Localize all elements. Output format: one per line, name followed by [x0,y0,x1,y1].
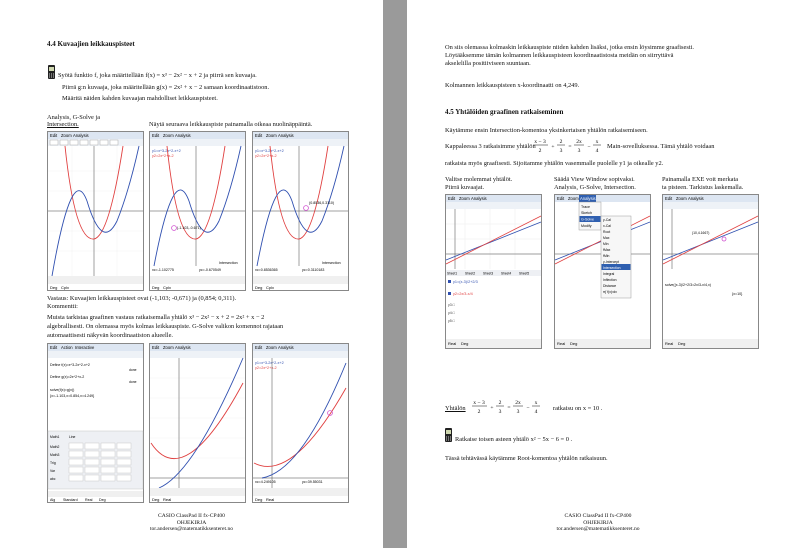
caption: Näytä seuraava leikkauspiste painamalla oikeaa nuolinäppäintä. [149,121,313,128]
svg-text:4: 4 [595,148,599,154]
svg-text:2: 2 [498,400,502,406]
checkbox-checked[interactable] [448,280,451,283]
solve-result: {x=10} [732,292,743,296]
gsolve-menu-item[interactable]: Min [603,242,609,246]
comment-text: automaattisesti näkyvän koordinaatiston alueelle. [47,332,173,339]
menu-zoom[interactable]: Zoom [676,196,687,201]
intersection-label: Intersection [322,261,341,265]
point-tooltip: (0.8536,0.3110) [309,201,335,205]
gsolve-menu-item[interactable]: y-Intercept [603,260,620,264]
solve-cmd: solve((x-3)/2+2/3=2x/3-x/4,x) [665,283,711,287]
checkbox-checked[interactable] [448,292,451,295]
sheet-tab[interactable]: Sheet5 [519,271,530,276]
right-page [407,0,789,548]
svg-text:2: 2 [477,409,481,415]
body-text: ratkaista myös graafisesti. Sijoitamme yhtälön vasemmalle puolelle y1 ja oikealle y2. [445,160,664,167]
mode-deg: Deg [99,498,106,502]
calculator-screen-intersection-2 [149,131,246,291]
menu-analysis[interactable]: Analysis [471,196,487,201]
menu-analysis[interactable]: Analysis [175,345,191,350]
define-f: Define f(x)=x^3-2x^2-x+2 [50,363,90,367]
menu-zoom[interactable]: Zoom [266,133,277,138]
caption: ta pisteen. Tarkistus laskemalla. [662,184,744,191]
equation-fraction [471,397,551,417]
y1-label: y1=x^3-2x^2-x+2 [255,361,284,365]
footer-line: OHJEKIRJA [176,519,207,526]
caption: Analysis, G-Solve, Intersection. [554,184,636,191]
sheet-tab[interactable]: Sheet3 [483,271,494,276]
caption: Intersection. [47,121,79,128]
sheet-tab[interactable]: Sheet1 [447,271,458,276]
yc-readout: yc=39.55031 [302,480,323,484]
page-footer [0,513,383,533]
svg-text:3: 3 [498,409,502,415]
svg-text:2x: 2x [576,139,582,145]
comments-heading: Kommentti: [47,303,78,310]
body-text: Löytääksemme tämän kolmannen leikkauspisteen koordinaatistosta meidän on siirryttävä [445,52,674,59]
y1-entry[interactable]: y1=(x-3)/2+2/3 [453,280,478,284]
calculator-icon [445,428,452,442]
calculator-screen-intersection-3 [252,131,349,291]
gsolve-menu-item[interactable]: Inflection [603,278,617,282]
mode-deg: Deg [461,341,469,346]
page-footer [407,513,789,533]
task-text: Ratkaise toisen asteen yhtälö x² − 5x − 6 = 0 . [455,436,573,443]
mode-deg: Deg [255,497,263,502]
menu-edit[interactable]: Edit [50,345,58,350]
menu-edit[interactable]: Edit [557,196,565,201]
y2-label: y2=2x^2+x-2 [255,154,277,158]
body-text: On siis olemassa kolmaskin leikkauspiste niiden kahden lisäksi, jotka ensin löysimme graafisesti. [445,44,695,51]
kb-math2[interactable]: Math2 [50,445,60,449]
svg-text:3: 3 [577,148,581,154]
sheet-tab[interactable]: Sheet4 [501,271,512,276]
caption: Säädä View Window sopivaksi. [554,176,635,183]
xc-readout: xc=0.8536365 [255,268,278,272]
comment-text: Muista tarkistaa graafinen vastaus ratkaisemalla yhtälö x³ − 2x² − x + 2 = 2x² + x − 2 [47,314,265,321]
yc-readout: yc=-0.670549 [199,268,221,272]
menu-analysis[interactable]: Analysis [278,133,294,138]
footer-email: tor.andersen@matematikksenteret.no [556,526,640,533]
caption: Valitse molemmat yhtälöt. [445,176,513,183]
calculator-screen-third-intersection [252,343,349,503]
gsolve-menu-item[interactable]: Root [603,230,611,234]
y5-entry[interactable]: y5:□ [448,319,455,323]
mode-cplx: Cplx [266,285,275,290]
mode-alg: Alg [50,498,56,502]
body-text: Main-sovelluksessa. Tämä yhtälö voidaan [607,143,715,150]
menu-edit[interactable]: Edit [255,133,263,138]
calculator-screen-intersection-1 [47,131,144,291]
menu-zoom[interactable]: Zoom [163,345,174,350]
menu-analysis[interactable]: Analysis [688,196,704,201]
menu-edit[interactable]: Edit [448,196,456,201]
mode-cplx: Cplx [163,285,172,290]
calculator-screen-graph-wide [149,343,246,503]
svg-text:x − 3: x − 3 [534,139,546,145]
section-heading: 4.5 Yhtälöiden graafinen ratkaiseminen [445,108,564,116]
left-page [0,0,383,548]
yc-readout: yc=0.3110183 [302,268,325,272]
equation-word: Yhtälön [445,405,466,412]
body-text: Kolmannen leikkauspisteen x-koordinaatti on 4,249. [445,82,580,89]
svg-text:2: 2 [559,139,563,145]
svg-text:3: 3 [559,148,563,154]
mode-deg: Deg [678,341,686,346]
svg-text:−: − [587,144,591,150]
mode-real: Real [266,497,275,502]
body-text: Käytämme ensin Intersection-komentoa yksinkertaisen yhtälön ratkaisemiseen. [445,127,648,134]
kb-abc[interactable]: abc [50,477,56,481]
svg-text:+: + [551,144,555,150]
menu-item-sketch[interactable]: Sketch [581,211,592,215]
solve-cmd: solve(f(x)=g(x)) [50,388,75,392]
kb-tab-line[interactable]: Line [69,435,76,439]
menu-item-gsolve[interactable]: G-Solve [581,217,594,222]
menu-edit[interactable]: Edit [255,345,263,350]
menu-analysis[interactable]: Analysis [175,133,191,138]
intersection-label: Intersection [219,261,238,265]
svg-text:4: 4 [534,409,538,415]
mode-real: Real [163,497,172,502]
footer-line: CASIO ClassPad II fx-CP400 [564,513,632,519]
svg-text:3: 3 [516,409,520,415]
kb-var[interactable]: Var [50,469,56,473]
y2-label: y2=2x^2+x-2 [255,366,277,370]
equation-result: ratkaisu on x = 10 . [553,405,603,412]
menu-zoom[interactable]: Zoom [568,196,579,201]
svg-text:x − 3: x − 3 [473,400,485,406]
body-text: Kappaleessa 3 ratkaisimme yhtälön [445,143,536,150]
xc-readout: xc=4.249105 [255,480,276,484]
gsolve-menu-item[interactable]: fMax [603,248,611,252]
menu-analysis[interactable]: Analysis [73,133,89,138]
define-g: Define g(x)=2x^2+x-2 [50,375,85,379]
svg-text:−: − [526,405,530,411]
solve-result: {x=-1.103,x=0.854,x=4.249} [50,394,95,398]
gsolve-menu-item[interactable]: Integral [603,272,615,276]
xc-readout: xc=-1.102775 [152,268,174,272]
gsolve-menu-item[interactable]: Max [603,236,610,240]
gsolve-menu-item[interactable]: Intersection [603,266,621,270]
menu-item-modify[interactable]: Modify [581,224,592,228]
menu-edit[interactable]: Edit [152,345,160,350]
point-tooltip: (-1.103,-0.671) [177,226,201,230]
section-heading: 4.4 Kuvaajien leikkauspisteet [47,40,135,48]
comment-text: algebrallisesti. On olemassa myös kolmas leikkauspiste. G-Solve valikon komennot rajataan [47,323,284,330]
mode-standard: Standard [63,498,78,502]
mode-real: Real [665,341,674,346]
intro-text: Määritä näiden kahden kuvaajan mahdolliset leikkauspisteet. [62,95,218,102]
y3-entry[interactable]: y3:□ [448,303,455,307]
mode-cplx: Cplx [61,285,70,290]
gsolve-menu-item[interactable]: π∫ f(x)²dx [603,290,617,294]
kb-trig[interactable]: Trig [50,461,56,465]
mode-deg: Deg [255,285,263,290]
menu-zoom[interactable]: Zoom [266,345,277,350]
mode-deg: Deg [152,285,160,290]
kb-math3[interactable]: Math3 [50,453,60,457]
mode-deg: Deg [570,341,578,346]
body-text: akselelilla positiiviseen suuntaan. [445,60,531,67]
svg-text:=: = [507,405,511,411]
sheet-tab[interactable]: Sheet2 [465,271,476,276]
caption: Piirrä kuvaajat. [445,184,485,191]
mode-real: Real [448,341,457,346]
svg-text:x: x [595,139,599,145]
mode-deg: Deg [50,285,58,290]
footer-line: OHJEKIRJA [583,519,613,526]
svg-text:=: = [568,144,572,150]
menu-item-trace[interactable]: Trace [581,205,591,209]
gsolve-menu-item[interactable]: fMin [603,254,610,258]
mode-deg: Deg [152,497,160,502]
menu-edit[interactable]: Edit [152,133,160,138]
menu-zoom[interactable]: Zoom [61,133,72,138]
answer-text: Vastaus: Kuvaajien leikkauspisteet ovat (-1,103; -0,671) ja (0,854; 0,311). [47,295,237,302]
calculator-screen-gsolve-menu [554,194,651,349]
svg-text:2x: 2x [515,400,521,406]
menu-interactive[interactable]: Interactive [75,345,95,350]
calculator-icon [48,65,55,79]
y4-entry[interactable]: y4:□ [448,311,455,315]
intro-text: Syötä funktio f, joka määritellään f(x) = x³ − 2x² − x + 2 ja piirrä sen kuvaaja. [58,72,257,79]
done-label: done [129,368,137,372]
calculator-screen-solution [662,194,759,349]
menu-edit[interactable]: Edit [50,133,58,138]
menu-analysis[interactable]: Analysis [580,196,596,201]
menu-edit[interactable]: Edit [665,196,673,201]
kb-tab-math1[interactable]: Math1 [50,435,60,439]
y1-label: y1=x^3-2x^2-x+2 [152,149,181,153]
caption: Painamalla EXE voit merkata [662,176,739,183]
gsolve-menu-item[interactable]: Distance [603,284,617,288]
mode-real: Real [85,498,93,502]
mode-real: Real [557,341,566,346]
calculator-screen-main [47,343,144,503]
svg-text:+: + [490,405,494,411]
y1-label: y1=x^3-2x^2-x+2 [255,149,284,153]
svg-text:x: x [534,400,538,406]
footer-email: tor.andersen@matematikksenteret.no [149,526,234,533]
menu-zoom[interactable]: Zoom [459,196,470,201]
y2-entry[interactable]: y2=2x/3-x/4 [453,292,473,296]
svg-text:2: 2 [538,148,542,154]
point-label: (10,4.1667) [692,231,710,235]
menu-analysis[interactable]: Analysis [278,345,294,350]
gsolve-menu-item[interactable]: x-Cal [603,224,611,228]
menu-zoom[interactable]: Zoom [163,133,174,138]
calculator-screen-graph-editor [445,194,542,349]
y2-label: y2=2x^2+x-2 [152,154,174,158]
gsolve-menu-item[interactable]: y-Cal [603,218,611,222]
footer-line: CASIO ClassPad II fx-CP400 [158,513,225,519]
body-text: Tässä tehtävässä käytämme Root-komentoa yhtälön ratkaisuun. [445,455,608,462]
caption: Analysis, G-Solve ja [47,114,101,121]
intro-text: Piirrä g:n kuvaaja, joka määritellään g(x) = 2x² + x − 2 samaan koordinaatistoon. [62,84,270,91]
done-label: done [129,380,137,384]
menu-action[interactable]: Action [61,345,73,350]
